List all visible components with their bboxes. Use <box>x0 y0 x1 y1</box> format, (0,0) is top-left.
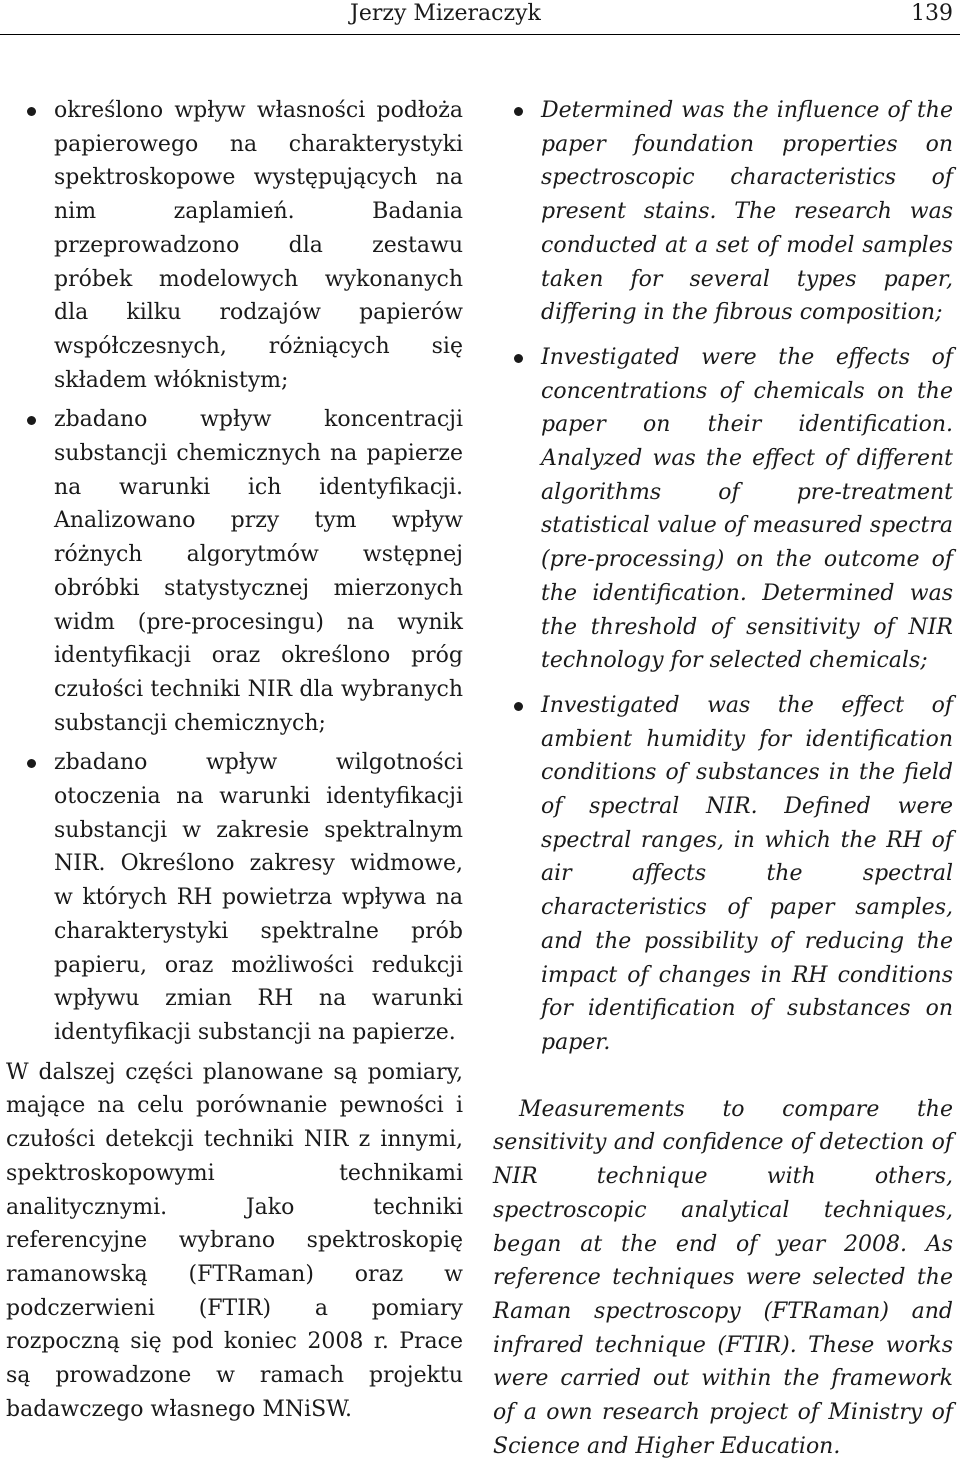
bullet-icon <box>27 107 36 116</box>
list-item-text: zbadano wpływ koncentracji substancji chemicznych na papierze na warunki ich identyfikacji. Analizowano przy tym wpływ różnych algorytmów wstępnej obróbki statystycznej mierzonych widm (pre-procesingu) na wynik identyfikacji oraz określono próg czułości techniki NIR dla wybranych substancji chemicznych; <box>54 407 463 736</box>
bullet-icon <box>514 702 523 711</box>
list-item <box>6 94 463 397</box>
running-title: Jerzy Mizeraczyk <box>350 1 541 26</box>
list-item-text: Investigated were the effects of concentrations of chemicals on the paper on their identification. Analyzed was the effect of different algorithms of pre-treatment statistical value of measured spectra (pre-processing) on the outcome of the identification. Determined was the threshold of sensitivity of NIR technology for selected chemicals; <box>541 344 953 674</box>
body-paragraph: W dalszej części planowane są pomiary, mające na celu porównanie pewności i czułości detekcji techniki NIR z innymi, spektroskopowymi technikami analitycznymi. Jako techniki referencyjne wybrano spektroskopię ramanowską (FTRaman) oraz w podczerwieni (FTIR) a pomiary rozpoczną się pod koniec 2008 r. Prace są prowadzone w ramach projektu badawczego własnego MNiSW. <box>6 1059 463 1422</box>
bullet-icon <box>27 416 36 425</box>
list-item <box>6 746 463 1049</box>
list-item-text: Investigated was the effect of ambient humidity for identification conditions of substances in the field of spectral NIR. Defined were spectral ranges, in which the RH of air affects the spectral characteristics of paper samples, and the possibility of reducing the impact of changes in RH conditions for identification of substances on paper. <box>541 692 953 1055</box>
bullet-icon <box>514 107 523 116</box>
list-item <box>493 689 953 1060</box>
body-paragraph: Measurements to compare the sensitivity and confidence of detection of NIR technique with others, spectroscopic analytical techniques, began at the end of year 2008. As reference techniques were selected the Raman spectroscopy (FTRaman) and infrared technique (FTIR). These works were carried out within the framework of a own research project of Ministry of Science and Higher Education. <box>493 1096 953 1459</box>
list-item <box>6 403 463 740</box>
left-column-polish <box>6 94 463 1426</box>
page-number: 139 <box>911 1 953 26</box>
list-item <box>493 94 953 330</box>
right-column-english <box>493 94 953 1463</box>
list-item-text: określono wpływ własności podłoża papierowego na charakterystyki spektroskopowe występujących na nim zaplamień. Badania przeprowadzono dla zestawu próbek modelowych wykonanych dla kilku rodzajów papierów współczesnych, różniących się składem włóknistym; <box>54 98 463 393</box>
list-item-text: Determined was the influence of the paper foundation properties on spectroscopic characteristics of present stains. The research was conducted at a set of model samples taken for several types paper, differing in the fibrous composition; <box>541 98 953 326</box>
bullet-list <box>6 94 463 1050</box>
list-item-text: zbadano wpływ wilgotności otoczenia na warunki identyfikacji substancji w zakresie spektralnym NIR. Określono zakresy widmowe, w których RH powietrza wpływa na charakterystyki spektralne prób papieru, oraz możliwości redukcji wpływu zmian RH na warunki identyfikacji substancji na papierze. <box>54 750 463 1045</box>
bullet-icon <box>514 354 523 363</box>
bullet-icon <box>27 759 36 768</box>
bullet-list <box>493 94 953 1060</box>
page-header <box>0 0 960 35</box>
list-item <box>493 341 953 678</box>
